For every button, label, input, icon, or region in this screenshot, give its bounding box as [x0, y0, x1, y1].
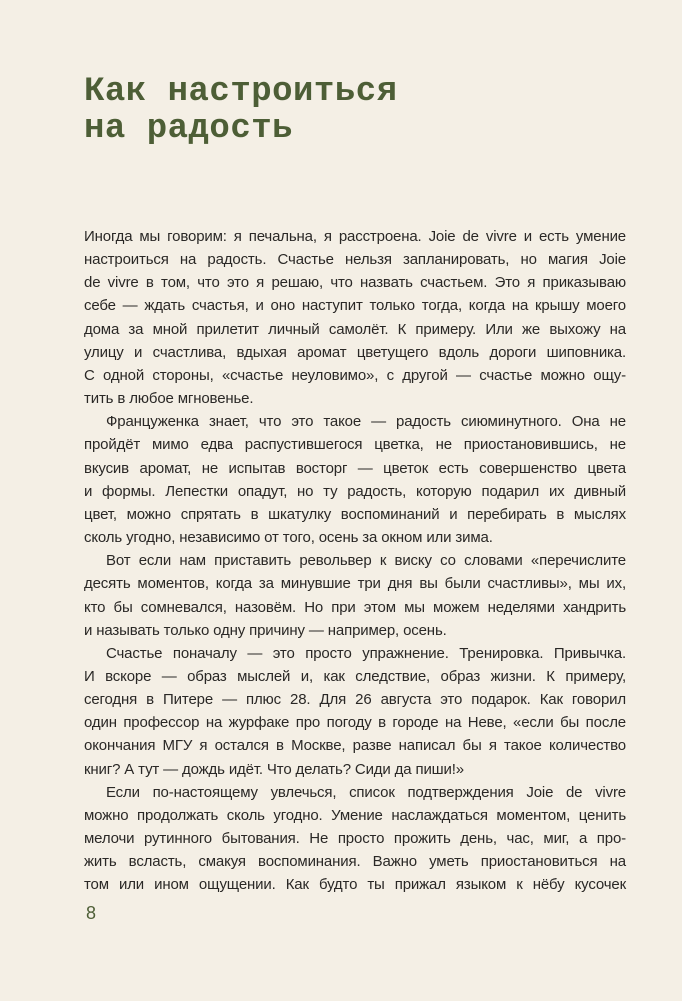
text-line: дома за мной прилетит личный самолёт. К примеру. Или же выхожу на [84, 320, 626, 338]
text-line: пройдёт мимо едва распустившегося цветка, не приостановившись, не [84, 436, 626, 454]
text-line: окончания МГУ я остался в Москве, разве написал бы я такое количество [84, 737, 626, 755]
chapter-title-line: на радость [84, 110, 294, 148]
text-line: de vivre в том, что это я решаю, что назвать счастьем. Это я приказываю [84, 274, 626, 292]
text-line: можно продолжать сколь угодно. Умение наслаждаться моментом, ценить [84, 806, 626, 824]
text-line: Счастье поначалу — это просто упражнение. Тренировка. Привычка. [106, 644, 626, 662]
text-line: один профессор на журфаке про погоду в городе на Неве, «если бы после [84, 714, 626, 732]
text-line: Вот если нам приставить револьвер к виску со словами «перечислите [106, 552, 626, 570]
text-line: жить всласть, смакуя воспоминания. Важно уметь приостановиться на [84, 853, 626, 871]
text-line: мелочи рутинного бытования. Не просто прожить день, час, миг, а про- [84, 830, 626, 848]
text-line: том или ином ощущении. Как будто ты прижал языком к нёбу кусочек [84, 876, 626, 894]
text-line: настроиться на радость. Счастье нельзя запланировать, но магия Joie [84, 251, 626, 269]
text-line: Француженка знает, что это такое — радость сиюминутного. Она не [106, 413, 626, 431]
text-line: себе — ждать счастья, и оно наступит только тогда, когда на крышу моего [84, 297, 626, 315]
text-line: и называть только одну причину — например, осень. [84, 621, 447, 639]
text-line: улицу и счастлива, вдыхая аромат цветущего вдоль дороги шиповника. [84, 343, 626, 361]
text-line: тить в любое мгновенье. [84, 390, 254, 408]
page-number: 8 [86, 903, 97, 923]
text-line: И вскоре — образ мыслей и, как следствие, образ жизни. К примеру, [84, 667, 626, 685]
text-line: С одной стороны, «счастье неуловимо», с другой — счастье можно ощу- [84, 366, 626, 384]
text-line: цвет, можно спрятать в шкатулку воспоминаний и перебирать в мыслях [84, 505, 626, 523]
text-line: кто бы сомневался, назовём. Но при этом мы можем неделями хандрить [84, 598, 626, 616]
chapter-title [84, 74, 398, 148]
text-line: вкусив аромат, не испытав восторг — цветок есть совершенство цвета [84, 459, 626, 477]
text-line: Если по-настоящему увлечься, список подтверждения Joie de vivre [106, 783, 626, 801]
text-line: сегодня в Питере — плюс 28. Для 26 августа это подарок. Как говорил [84, 691, 626, 709]
text-line: десять моментов, когда за минувшие три дня вы были счастливы», мы их, [84, 575, 626, 593]
text-line: сколь угодно, независимо от того, осень за окном или зима. [84, 529, 493, 547]
text-line: Иногда мы говорим: я печальна, я расстроена. Joie de vivre и есть умение [84, 228, 626, 245]
text-line: и формы. Лепестки опадут, но ту радость, которую подарил их дивный [84, 482, 626, 500]
chapter-title-line: Как настроиться [84, 73, 398, 111]
body-text [84, 225, 626, 897]
text-line: книг? А тут — дождь идёт. Что делать? Сиди да пиши!» [84, 760, 464, 778]
